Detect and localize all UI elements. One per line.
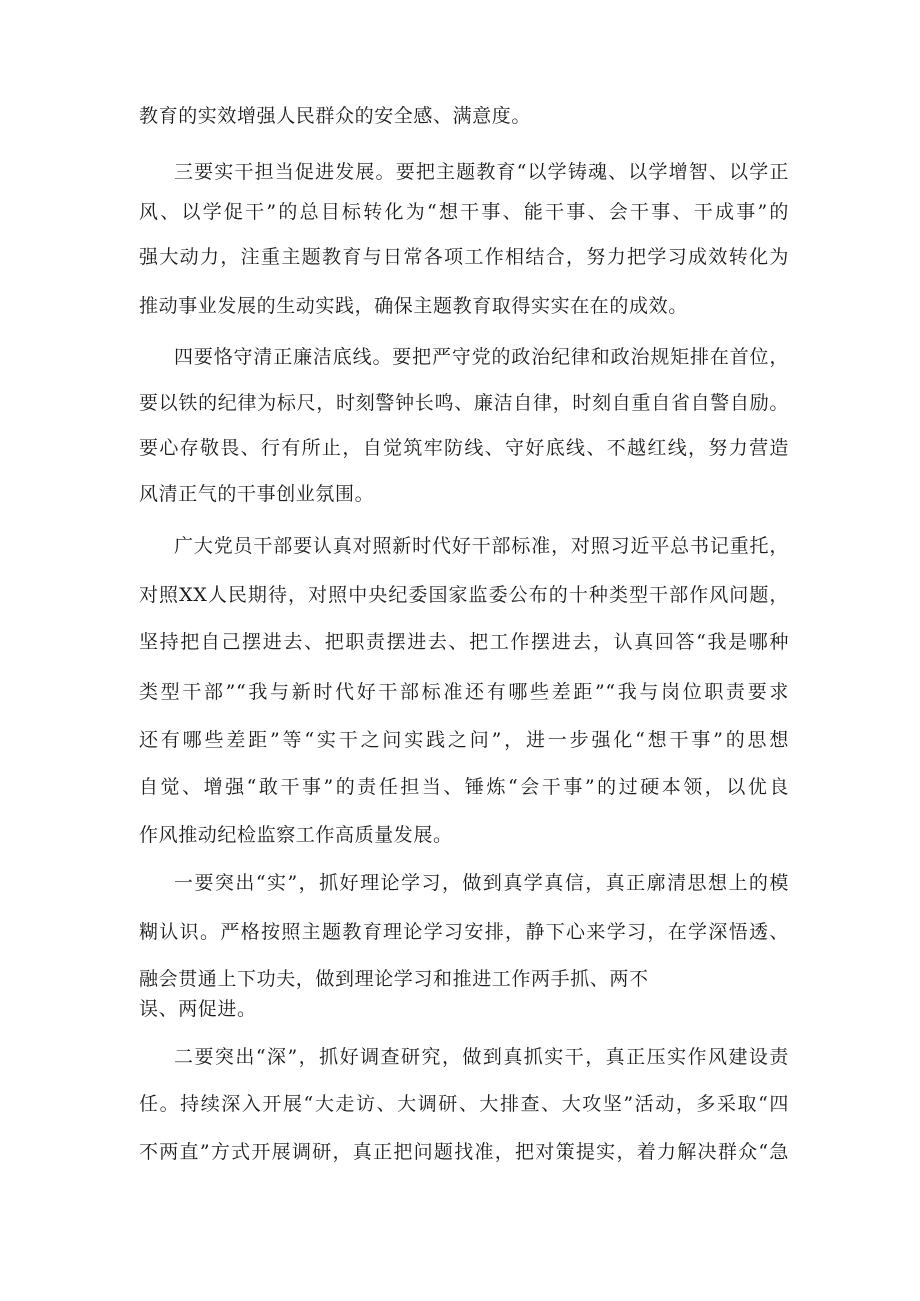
text-line: 还有哪些差距”等“实干之问实践之问”，进一步强化“想干事”的思想 [139, 729, 789, 751]
text-line: 糊认识。严格按照主题教育理论学习安排，静下心来学习，在学深悟透、 [139, 921, 789, 943]
text-line: 对照XX人民期待，对照中央纪委国家监委公布的十种类型干部作风问题， [139, 584, 789, 606]
text-line: 任。持续深入开展“大走访、大调研、大排查、大攻坚”活动，多采取“四 [139, 1093, 789, 1115]
text-line: 四要恪守清正廉洁底线。要把严守党的政治纪律和政治规矩排在首位， [174, 346, 789, 368]
text-line: 误、两促进。 [139, 998, 257, 1020]
text-line: 坚持把自己摆进去、把职责摆进去、把工作摆进去，认真回答“我是哪种 [139, 631, 789, 653]
text-line: 推动事业发展的生动实践，确保主题教育取得实实在在的成效。 [139, 295, 688, 317]
text-line: 广大党员干部要认真对照新时代好干部标准，对照习近平总书记重托， [174, 535, 789, 557]
text-line: 作风推动纪检监察工作高质量发展。 [139, 824, 453, 846]
text-line: 类型干部”“我与新时代好干部标准还有哪些差距”“我与岗位职责要求 [139, 681, 789, 703]
text-line: 融会贯通上下功夫，做到理论学习和推进工作两手抓、两不 [139, 968, 649, 990]
text-line: 要心存敬畏、行有所止，自觉筑牢防线、守好底线、不越红线，努力营造 [139, 437, 789, 459]
text-line: 不两直”方式开展调研，真正把问题找准，把对策提实，着力解决群众“急 [139, 1141, 789, 1163]
text-line: 教育的实效增强人民群众的安全感、满意度。 [139, 105, 532, 127]
text-line: 要以铁的纪律为标尺，时刻警钟长鸣、廉洁自律，时刻自重自省自警自励。 [139, 392, 789, 414]
text-line: 强大动力，注重主题教育与日常各项工作相结合，努力把学习成效转化为 [139, 246, 789, 268]
text-line: 风清正气的干事创业氛围。 [139, 483, 375, 505]
text-line: 一要突出“实”，抓好理论学习，做到真学真信，真正廓清思想上的模 [174, 872, 789, 894]
text-line: 三要实干担当促进发展。要把主题教育“以学铸魂、以学增智、以学正 [174, 161, 789, 183]
text-line: 二要突出“深”，抓好调查研究，做到真抓实干，真正压实作风建设责 [174, 1046, 789, 1068]
text-line: 自觉、增强“敢干事”的责任担当、锤炼“会干事”的过硬本领，以优良 [139, 776, 789, 798]
text-line: 风、以学促干”的总目标转化为“想干事、能干事、会干事、干成事”的 [139, 201, 789, 223]
